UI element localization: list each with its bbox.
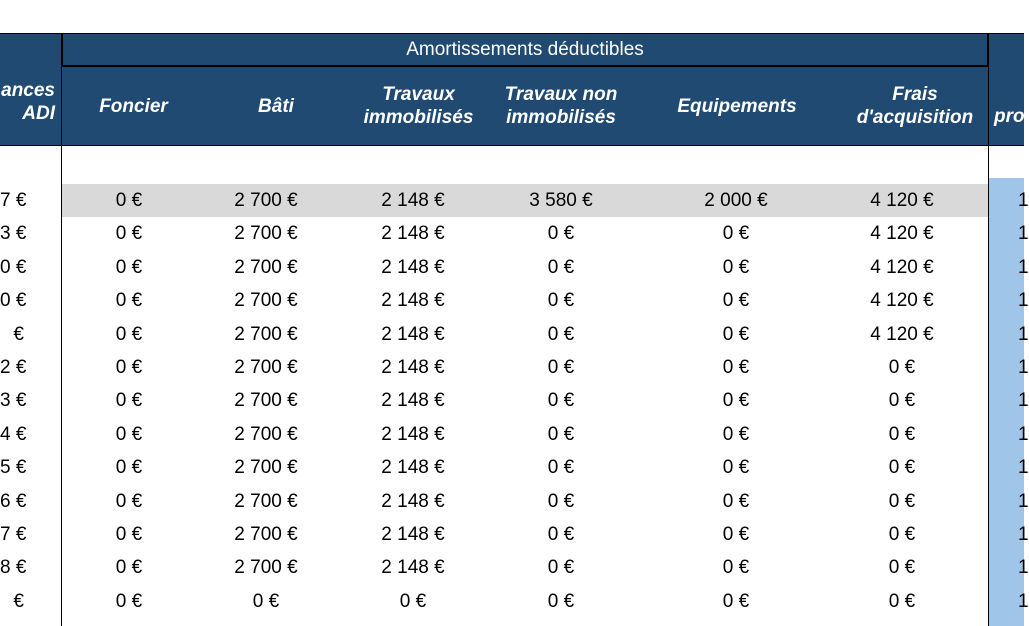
table-row xyxy=(0,318,1029,351)
table-cell[interactable]: 0 € xyxy=(399,590,427,612)
table-cell[interactable]: 0 € xyxy=(115,323,143,345)
col-header-bati: Bâti xyxy=(205,66,347,146)
right-partial-cell[interactable]: 1 xyxy=(1018,557,1029,579)
table-cell[interactable]: 0 € xyxy=(547,423,575,445)
table-row xyxy=(0,184,1029,217)
table-cell[interactable]: 2 700 € xyxy=(234,323,298,345)
right-partial-cell[interactable]: 1 xyxy=(1018,590,1029,612)
left-partial-cell[interactable]: 2 € xyxy=(0,357,27,378)
right-partial-cell[interactable]: 1 xyxy=(1018,290,1029,312)
table-cell[interactable]: 0 € xyxy=(888,490,916,512)
table-cell[interactable]: 2 700 € xyxy=(234,557,298,579)
table-cell[interactable]: 0 € xyxy=(722,457,750,479)
right-partial-cell[interactable]: 1 xyxy=(1018,423,1029,445)
col-header-travaux-non-immobilises xyxy=(490,66,632,146)
right-partial-cell[interactable]: 1 xyxy=(1018,223,1029,245)
left-partial-cell[interactable]: 0 € xyxy=(0,256,27,278)
table-cell[interactable]: 3 580 € xyxy=(529,190,593,211)
table-cell[interactable]: 0 € xyxy=(888,557,916,579)
col-header-frais-acquisition-label: Frais d'acquisition xyxy=(856,84,974,128)
table-cell[interactable]: 2 148 € xyxy=(381,357,445,378)
table-cell[interactable]: 0 € xyxy=(722,290,750,312)
table-row xyxy=(0,485,1029,518)
table-cell[interactable]: 2 700 € xyxy=(234,390,298,412)
table-cell[interactable]: 0 € xyxy=(547,590,575,612)
right-partial-cell[interactable]: 1 xyxy=(1018,190,1029,211)
table-cell[interactable]: 0 € xyxy=(115,256,143,278)
table-cell[interactable]: 2 148 € xyxy=(381,223,445,245)
table-cell[interactable]: 2 148 € xyxy=(381,390,445,412)
table-row xyxy=(0,251,1029,284)
table-cell[interactable]: 0 € xyxy=(547,524,575,545)
table-cell[interactable]: 0 € xyxy=(115,490,143,512)
table-cell[interactable]: 0 € xyxy=(115,290,143,312)
left-partial-cell[interactable]: 7 € xyxy=(0,524,27,545)
table-cell[interactable]: 0 € xyxy=(252,590,280,612)
table-row xyxy=(0,551,1029,584)
table-cell[interactable]: 0 € xyxy=(115,190,143,211)
table-cell[interactable]: 0 € xyxy=(547,357,575,378)
left-partial-cell[interactable]: 8 € xyxy=(0,557,27,579)
table-cell[interactable]: 0 € xyxy=(722,390,750,412)
table-cell[interactable]: 0 € xyxy=(888,357,916,378)
left-partial-cell[interactable]: 0 € xyxy=(0,290,27,312)
right-partial-cell[interactable]: 1 xyxy=(1018,524,1029,545)
table-cell[interactable]: 2 148 € xyxy=(381,290,445,312)
table-row xyxy=(0,351,1029,384)
left-partial-cell[interactable]: € xyxy=(13,323,24,345)
table-cell[interactable]: 2 000 € xyxy=(704,190,768,211)
table-row xyxy=(0,217,1029,250)
table-cell[interactable]: 2 148 € xyxy=(381,256,445,278)
table-cell[interactable]: 0 € xyxy=(547,223,575,245)
left-header-line-2: ADI xyxy=(22,103,55,124)
table-cell[interactable]: 0 € xyxy=(547,490,575,512)
table-cell[interactable]: 0 € xyxy=(722,590,750,612)
left-partial-cell[interactable]: 3 € xyxy=(0,223,27,245)
table-cell[interactable]: 0 € xyxy=(888,423,916,445)
right-partial-cell[interactable]: 1 xyxy=(1018,256,1029,278)
table-cell[interactable]: 0 € xyxy=(547,457,575,479)
table-cell[interactable]: 0 € xyxy=(888,457,916,479)
table-cell[interactable]: 0 € xyxy=(722,256,750,278)
right-partial-cell[interactable]: 1 xyxy=(1018,457,1029,479)
table-cell[interactable]: 0 € xyxy=(722,223,750,245)
table-cell[interactable]: 0 € xyxy=(115,423,143,445)
table-cell[interactable]: 4 120 € xyxy=(870,323,934,345)
table-cell[interactable]: 0 € xyxy=(547,390,575,412)
table-cell[interactable]: 0 € xyxy=(115,557,143,579)
table-row xyxy=(0,384,1029,417)
table-cell[interactable]: 2 148 € xyxy=(381,524,445,545)
right-partial-header xyxy=(988,33,1024,146)
table-cell[interactable]: 2 700 € xyxy=(234,290,298,312)
table-cell[interactable]: 2 700 € xyxy=(234,256,298,278)
table-row xyxy=(0,451,1029,484)
group-header-amortissements: Amortissements déductibles xyxy=(62,33,988,66)
col-header-travaux-non-immobilises-label: Travaux non immobilisés xyxy=(504,84,618,128)
left-partial-cell[interactable]: 4 € xyxy=(0,423,27,445)
table-cell[interactable]: 0 € xyxy=(115,524,143,545)
table-cell[interactable]: 2 148 € xyxy=(381,557,445,579)
table-cell[interactable]: 2 700 € xyxy=(234,357,298,378)
table-cell[interactable]: 4 120 € xyxy=(870,190,934,211)
left-partial-cell[interactable]: 3 € xyxy=(0,390,27,412)
table-row xyxy=(0,518,1029,551)
table-cell[interactable]: 2 700 € xyxy=(234,190,298,211)
table-cell[interactable]: 2 700 € xyxy=(234,490,298,512)
table-row xyxy=(0,284,1029,317)
col-header-frais-acquisition xyxy=(842,66,988,146)
table-cell[interactable]: 0 € xyxy=(547,290,575,312)
table-cell[interactable]: 4 120 € xyxy=(870,290,934,312)
table-cell[interactable]: 0 € xyxy=(888,390,916,412)
table-cell[interactable]: 0 € xyxy=(722,357,750,378)
left-header-line-1: ances xyxy=(1,80,55,101)
right-header-label: pro xyxy=(994,106,1025,127)
left-partial-cell[interactable]: 6 € xyxy=(0,490,27,512)
table-cell[interactable]: 2 700 € xyxy=(234,223,298,245)
table-cell[interactable]: 0 € xyxy=(888,524,916,545)
left-partial-cell[interactable]: 7 € xyxy=(0,190,27,211)
table-cell[interactable]: 2 700 € xyxy=(234,423,298,445)
right-partial-cell[interactable]: 1 xyxy=(1018,357,1029,378)
table-cell[interactable]: 0 € xyxy=(722,490,750,512)
table-cell[interactable]: 0 € xyxy=(115,457,143,479)
table-cell[interactable]: 0 € xyxy=(115,223,143,245)
table-cell[interactable]: 0 € xyxy=(115,390,143,412)
table-cell[interactable]: 2 148 € xyxy=(381,490,445,512)
table-cell[interactable]: 2 148 € xyxy=(381,190,445,211)
table-cell[interactable]: 2 700 € xyxy=(234,457,298,479)
table-cell[interactable]: 0 € xyxy=(722,524,750,545)
table-cell[interactable]: 0 € xyxy=(547,323,575,345)
table-cell[interactable]: 0 € xyxy=(115,590,143,612)
table-cell[interactable]: 2 148 € xyxy=(381,423,445,445)
table-row xyxy=(0,585,1029,618)
right-partial-cell[interactable]: 1 xyxy=(1018,490,1029,512)
table-cell[interactable]: 0 € xyxy=(888,590,916,612)
table-cell[interactable]: 0 € xyxy=(722,557,750,579)
table-cell[interactable]: 0 € xyxy=(547,256,575,278)
table-cell[interactable]: 0 € xyxy=(115,357,143,378)
table-cell[interactable]: 4 120 € xyxy=(870,223,934,245)
table-cell[interactable]: 0 € xyxy=(547,557,575,579)
table-row xyxy=(0,418,1029,451)
table-cell[interactable]: 4 120 € xyxy=(870,256,934,278)
table-cell[interactable]: 0 € xyxy=(722,423,750,445)
table-cell[interactable]: 2 700 € xyxy=(234,524,298,545)
table-cell[interactable]: 0 € xyxy=(722,323,750,345)
col-header-travaux-immobilises-label: Travaux immobilisés xyxy=(363,84,474,128)
table-cell[interactable]: 2 148 € xyxy=(381,323,445,345)
right-partial-cell[interactable]: 1 xyxy=(1018,323,1029,345)
right-partial-cell[interactable]: 1 xyxy=(1018,390,1029,412)
left-partial-header xyxy=(0,33,62,146)
col-header-foncier: Foncier xyxy=(62,66,205,146)
col-header-equipements: Equipements xyxy=(632,66,842,146)
left-partial-cell[interactable]: 5 € xyxy=(0,457,27,479)
col-header-travaux-immobilises xyxy=(347,66,490,146)
table-cell[interactable]: 2 148 € xyxy=(381,457,445,479)
left-partial-cell[interactable]: € xyxy=(13,590,24,612)
